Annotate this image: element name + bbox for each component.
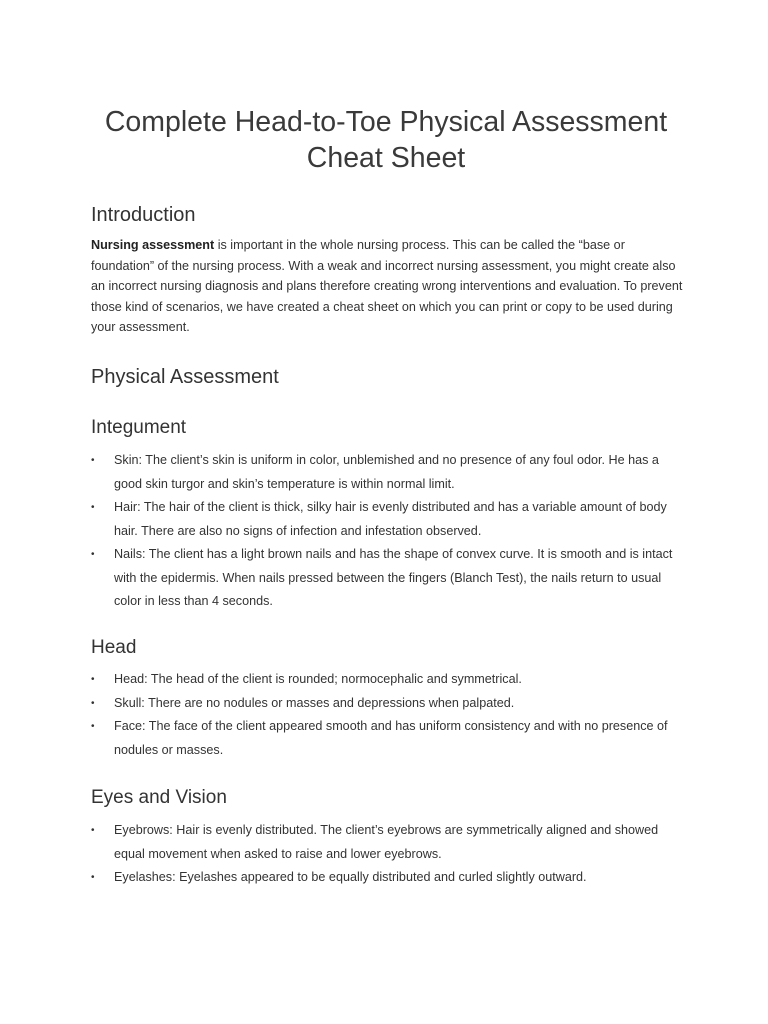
list-item: • Eyelashes: Eyelashes appeared to be equally distributed and curled slightly outward. <box>91 866 683 890</box>
eyes-list <box>91 819 683 890</box>
heading-integument: Integument <box>91 417 187 438</box>
list-item: • Hair: The hair of the client is thick, silky hair is evenly distributed and has a variable amount of body hair. There are also no signs of infection and infestation observed. <box>91 496 683 543</box>
introduction-paragraph <box>91 235 683 338</box>
bullet-icon: • <box>91 825 95 836</box>
document-title: Complete Head-to-Toe Physical Assessment Cheat Sheet <box>104 106 668 174</box>
head-list <box>91 668 683 762</box>
heading-introduction: Introduction <box>91 204 196 226</box>
heading-head: Head <box>91 637 137 658</box>
list-item: • Skin: The client’s skin is uniform in color, unblemished and no presence of any foul odor. He has a good skin turgor and skin’s temperature is within normal limit. <box>91 449 683 496</box>
introduction-bold-lead: Nursing assessment <box>91 238 215 252</box>
list-item: • Head: The head of the client is rounded; normocephalic and symmetrical. <box>91 668 683 692</box>
introduction-text: is important in the whole nursing process. This can be called the “base or foundation” of the nursing process. With a weak and incorrect nursing assessment, you might create also an incorrect nursing diagnosis and plans therefore creating wrong interventions and evaluation. To prevent those kind of scenarios, we have created a cheat sheet on which you can print or copy to be used during your assessment. <box>91 238 683 334</box>
bullet-icon: • <box>91 502 95 513</box>
bullet-icon: • <box>91 697 95 709</box>
bullet-icon: • <box>91 549 95 560</box>
list-item: • Eyebrows: Hair is evenly distributed. The client’s eyebrows are symmetrically aligned and showed equal movement when asked to raise and lower eyebrows. <box>91 819 683 866</box>
heading-eyes-and-vision: Eyes and Vision <box>91 787 227 808</box>
bullet-icon: • <box>91 455 95 466</box>
list-item: • Skull: There are no nodules or masses and depressions when palpated. <box>91 692 683 716</box>
bullet-icon: • <box>91 872 95 883</box>
list-item: • Face: The face of the client appeared smooth and has uniform consistency and with no presence of nodules or masses. <box>91 715 683 762</box>
integument-list <box>91 449 683 614</box>
list-item: • Nails: The client has a light brown nails and has the shape of convex curve. It is smooth and is intact with the epidermis. When nails pressed between the fingers (Blanch Test), the nails return to usual color in less than 4 seconds. <box>91 543 683 614</box>
bullet-icon: • <box>91 721 95 732</box>
heading-physical-assessment: Physical Assessment <box>91 366 279 388</box>
bullet-icon: • <box>91 674 95 685</box>
